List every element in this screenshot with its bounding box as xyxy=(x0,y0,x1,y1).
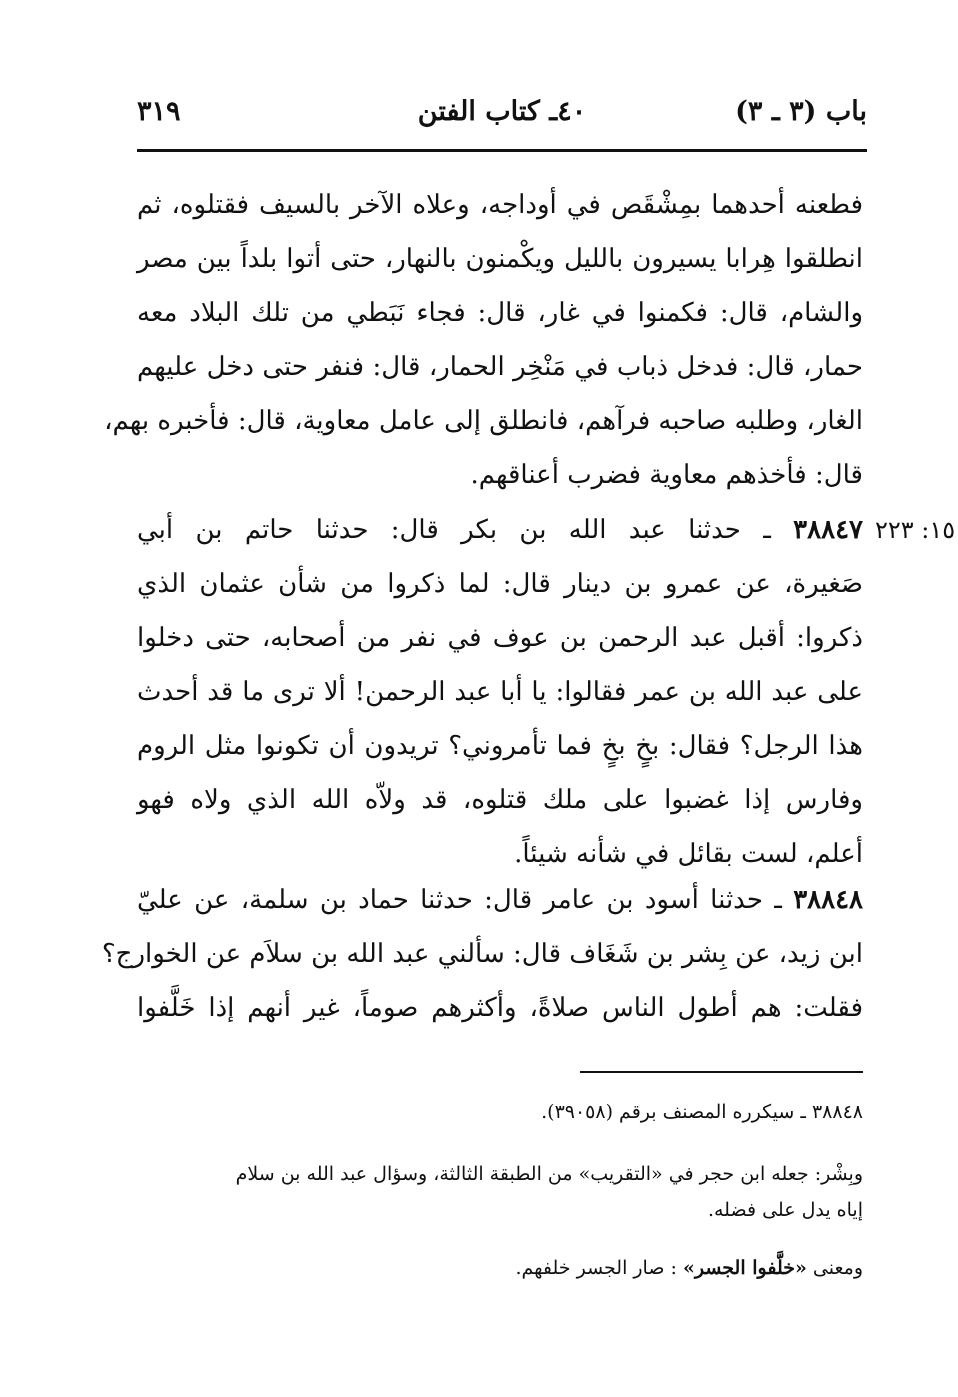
paragraph-continuation xyxy=(104,178,863,502)
text-line: والشام، قال: فكمنوا في غار، قال: فجاء نَبَطي من تلك البلاد معه xyxy=(137,298,863,328)
text-line: على عبد الله بن عمر فقالوا: يا أبا عبد الرحمن! ألا ترى ما قد أحدث xyxy=(137,677,863,707)
text-line: انطلقوا هِرابا يسيرون بالليل ويكْمنون بالنهار، حتى أتوا بلداً بين مصر xyxy=(137,244,863,274)
book-title: ٤٠ـ كتاب الفتن xyxy=(417,96,587,127)
footnote-rule xyxy=(580,1071,863,1073)
margin-reference: ١٥: ٢٢٣ xyxy=(875,516,956,544)
text-line: وفارس إذا غضبوا على ملك قتلوه، قد ولاّه الله الذي ولاه فهو xyxy=(137,785,863,815)
text-segment: ـ حدثنا أسود بن عامر قال: حدثنا حماد بن سلمة، عن عليّ xyxy=(137,885,782,915)
footnote-prefix: ومعنى xyxy=(812,1257,863,1279)
text-line: هذا الرجل؟ فقال: بخٍ بخٍ فما تأمروني؟ تريدون أن تكونوا مثل الروم xyxy=(137,731,863,761)
footnote-line: وبِشْر: جعله ابن حجر في «التقريب» من الطبقة الثالثة، وسؤال عبد الله بن سلام xyxy=(235,1163,863,1185)
hadith-number: ٣٨٨٤٨ xyxy=(793,885,864,915)
text-line: صَغيرة، عن عمرو بن دينار قال: لما ذكروا من شأن عثمان الذي xyxy=(137,569,863,599)
text-line: ذكروا: أقبل عبد الرحمن بن عوف في نفر من أصحابه، حتى دخلوا xyxy=(137,623,863,653)
text-line: قال: فأخذهم معاوية فضرب أعناقهم. xyxy=(470,460,863,490)
page-number: ٣١٩ xyxy=(137,96,181,127)
text-line xyxy=(137,873,863,927)
chapter-label: باب (٣ ـ ٣) xyxy=(735,96,867,127)
footnote-term: «خلَّفوا الجسر» xyxy=(682,1257,807,1279)
text-line: فقلت: هم أطول الناس صلاةً، وأكثرهم صوماً، غير أنهم إذا خَلَّفوا xyxy=(137,993,863,1023)
text-line: أعلم، لست بقائل في شأنه شيئاً. xyxy=(514,839,863,869)
text-line: ابن زيد، عن بِشر بن شَغَاف قال: سألني عبد الله بن سلاَم عن الخوارج؟ xyxy=(101,939,863,969)
footnote-line xyxy=(137,1250,863,1286)
hadith-38848 xyxy=(101,873,864,1035)
text-line: حمار، قال: فدخل ذباب في مَنْخِر الحمار، قال: فنفر حتى دخل عليهم xyxy=(137,352,863,382)
hadith-38847 xyxy=(137,503,863,881)
footnote xyxy=(137,1250,863,1286)
footnote-line: إياه يدل على فضله. xyxy=(707,1199,863,1221)
footnote xyxy=(137,1156,863,1228)
header-rule xyxy=(137,149,867,152)
hadith-number: ٣٨٨٤٧ xyxy=(793,515,863,545)
footnote-line: ٣٨٨٤٨ ـ سيكرره المصنف برقم (٣٩٠٥٨). xyxy=(541,1101,863,1123)
text-segment: ـ حدثنا عبد الله بن بكر قال: حدثنا حاتم بن أبي xyxy=(137,515,771,545)
footnote-rest: : صار الجسر خلفهم. xyxy=(515,1257,677,1279)
page-header xyxy=(137,96,867,136)
text-line xyxy=(137,503,863,557)
footnote xyxy=(137,1094,863,1130)
text-line: الغار، وطلبه صاحبه فرآهم، فانطلق إلى عامل معاوية، قال: فأخبره بهم، xyxy=(104,406,863,436)
text-line: فطعنه أحدهما بمِشْقَص في أوداجه، وعلاه الآخر بالسيف فقتلوه، ثم xyxy=(137,190,863,220)
